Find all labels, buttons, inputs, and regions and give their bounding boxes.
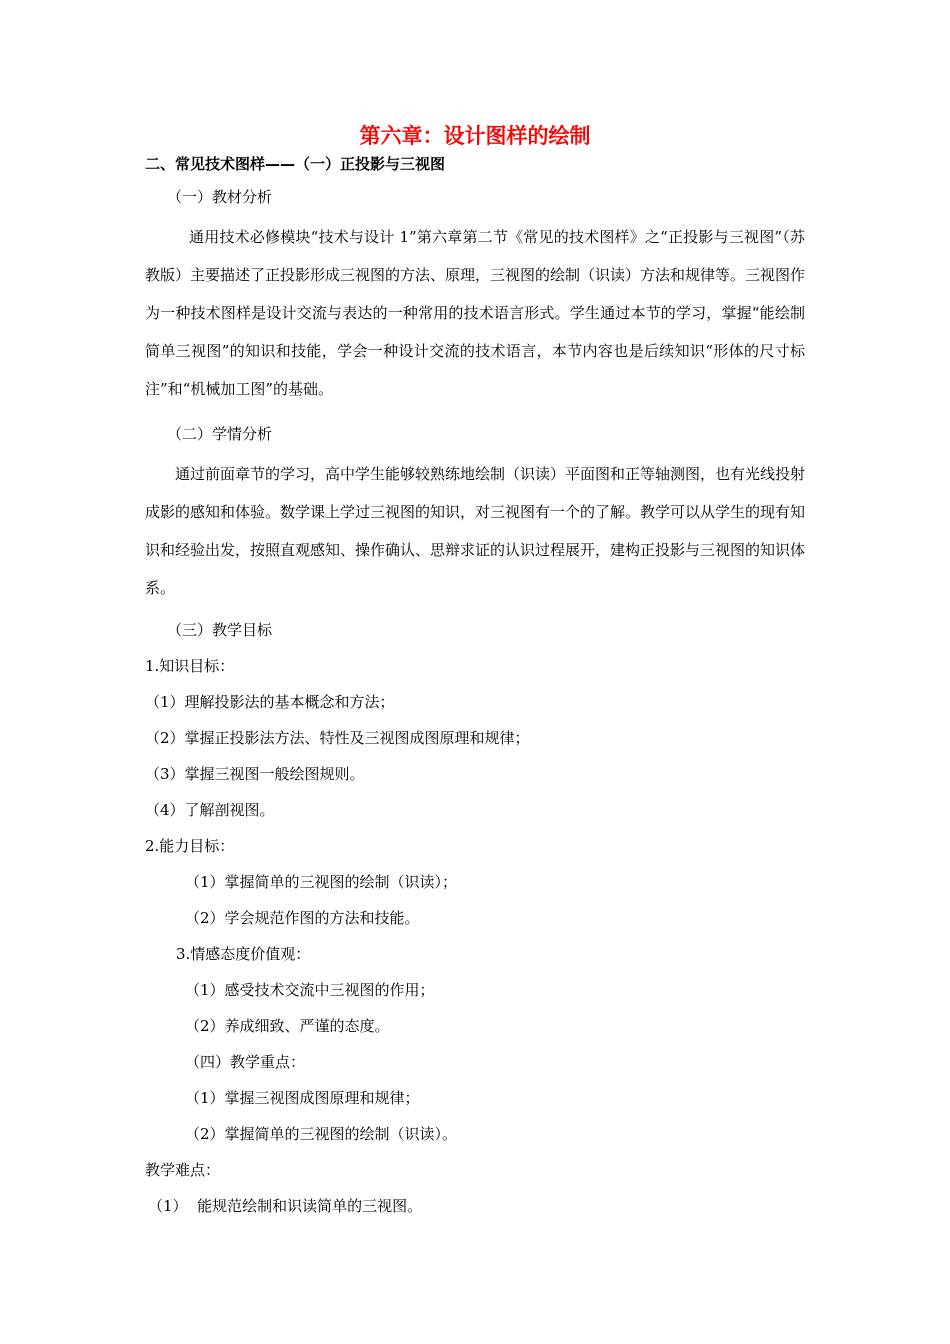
analysis-paragraph: 通用技术必修模块“技术与设计 1”第六章第二节《常见的技术图样》之“正投影与三视图”（苏教版）主要描述了正投影形成三视图的方法、原理，三视图的绘制（识读）方法和规律等。三视图作为一种技术图样是设计交流与表达的一种常用的技术语言形式。学生通过本节的学习，掌握“能绘制简单三视图”的知识和技能，学会一种设计交流的技术语言，本节内容也是后续知识“形体的尺寸标注”和“机械加工图”的基础。 xyxy=(145,228,806,398)
page-title: 第六章：设计图样的绘制 xyxy=(359,124,591,148)
knowledge-item: （1）理解投影法的基本概念和方法； xyxy=(145,693,395,711)
ability-item: （1）掌握简单的三视图的绘制（识读）； xyxy=(185,873,458,891)
difficulty-heading: 教学难点： xyxy=(145,1161,221,1179)
emotion-item: （2）养成细致、严谨的态度。 xyxy=(185,1017,390,1035)
emotion-heading: 3.情感态度价值观： xyxy=(176,945,311,963)
knowledge-item: （2）掌握正投影法方法、特性及三视图成图原理和规律； xyxy=(145,729,530,747)
difficulty-item: （1） 能规范绘制和识读简单的三视图。 xyxy=(148,1197,423,1215)
goals-heading: （三）教学目标 xyxy=(167,621,273,639)
emotion-item: （1）感受技术交流中三视图的作用； xyxy=(185,981,435,999)
section-subtitle: 二、常见技术图样——（一）正投影与三视图 xyxy=(145,155,446,173)
analysis-heading: （一）教材分析 xyxy=(167,188,273,206)
ability-item: （2）学会规范作图的方法和技能。 xyxy=(185,909,420,927)
focus-heading: （四）教学重点： xyxy=(185,1053,306,1071)
knowledge-heading: 1.知识目标： xyxy=(145,657,235,675)
ability-heading: 2.能力目标： xyxy=(145,837,235,855)
knowledge-item: （3）掌握三视图一般绘图规则。 xyxy=(145,765,365,783)
knowledge-item: （4）了解剖视图。 xyxy=(145,801,275,819)
student-heading: （二）学情分析 xyxy=(167,425,273,443)
student-paragraph: 通过前面章节的学习，高中学生能够较熟练地绘制（识读）平面图和正等轴测图，也有光线投射成影的感知和体验。数学课上学过三视图的知识，对三视图有一个的了解。教学可以从学生的现有知识和经验出发，按照直观感知、操作确认、思辩求证的认识过程展开，建构正投影与三视图的知识体系。 xyxy=(145,465,806,597)
focus-item: （2）掌握简单的三视图的绘制（识读）。 xyxy=(185,1125,458,1143)
focus-item: （1）掌握三视图成图原理和规律； xyxy=(185,1089,420,1107)
